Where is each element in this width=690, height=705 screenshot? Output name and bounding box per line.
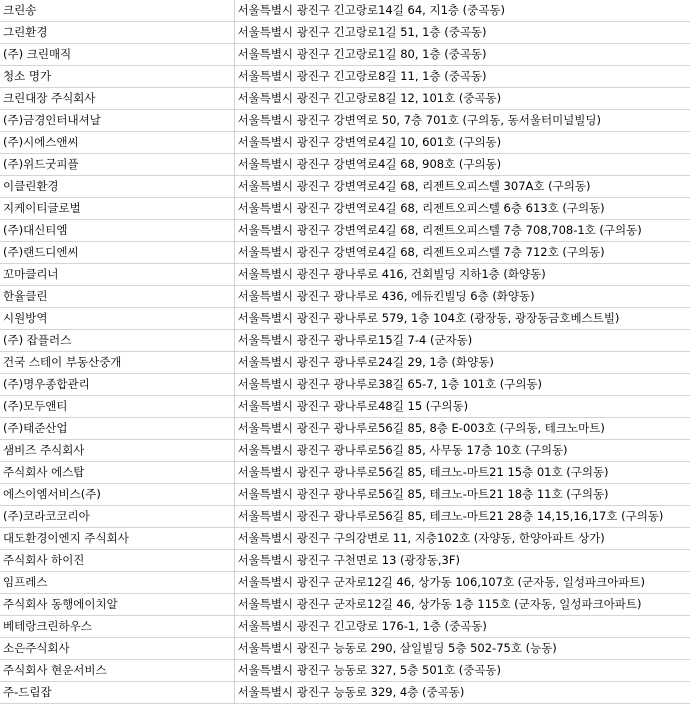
business-name-cell[interactable]: 소은주식회사	[0, 638, 234, 660]
table-row	[0, 132, 690, 154]
address-cell[interactable]: 서울특별시 광진구 능동로 290, 삼일빌딩 5층 502-75호 (능동)	[234, 638, 690, 660]
table-row	[0, 286, 690, 308]
business-name-cell[interactable]: 청소 명가	[0, 66, 234, 88]
address-cell[interactable]: 서울특별시 광진구 강변역로4길 68, 리젠트오피스텔 7층 708,708-1호 (구의동)	[234, 220, 690, 242]
table-row	[0, 594, 690, 616]
business-name-cell[interactable]: 건국 스테이 부동산중개	[0, 352, 234, 374]
address-cell[interactable]: 서울특별시 광진구 광나루로48길 15 (구의동)	[234, 396, 690, 418]
address-cell[interactable]: 서울특별시 광진구 광나루로56길 85, 8층 E-003호 (구의동, 테크노마트)	[234, 418, 690, 440]
business-name-cell[interactable]: 지케이티글로벌	[0, 198, 234, 220]
table-row	[0, 462, 690, 484]
business-name-cell[interactable]: (주)태준산업	[0, 418, 234, 440]
business-name-cell[interactable]: 꼬마클리너	[0, 264, 234, 286]
business-name-cell[interactable]: 임프레스	[0, 572, 234, 594]
address-cell[interactable]: 서울특별시 광진구 긴고랑로1길 51, 1층 (중곡동)	[234, 22, 690, 44]
business-name-cell[interactable]: (주) 잡플러스	[0, 330, 234, 352]
table-row	[0, 0, 690, 22]
address-cell[interactable]: 서울특별시 광진구 긴고랑로8길 11, 1층 (중곡동)	[234, 66, 690, 88]
address-cell[interactable]: 서울특별시 광진구 광나루로56길 85, 사무동 17층 10호 (구의동)	[234, 440, 690, 462]
table-row	[0, 352, 690, 374]
table-row	[0, 660, 690, 682]
business-name-cell[interactable]: (주)랜드디엔씨	[0, 242, 234, 264]
address-cell[interactable]: 서울특별시 광진구 광나루로56길 85, 테크노-마트21 28층 14,15,16,17호 (구의동)	[234, 506, 690, 528]
business-name-cell[interactable]: (주) 크린매직	[0, 44, 234, 66]
table-row	[0, 484, 690, 506]
address-cell[interactable]: 서울특별시 광진구 능동로 329, 4층 (중곡동)	[234, 682, 690, 704]
address-cell[interactable]: 서울특별시 광진구 구천면로 13 (광장동,3F)	[234, 550, 690, 572]
business-name-cell[interactable]: (주)명우종합관리	[0, 374, 234, 396]
business-name-cell[interactable]: (주)금경인터내셔날	[0, 110, 234, 132]
address-cell[interactable]: 서울특별시 광진구 광나루로 416, 건회빌딩 지하1층 (화양동)	[234, 264, 690, 286]
table-row	[0, 110, 690, 132]
address-cell[interactable]: 서울특별시 광진구 긴고랑로14길 64, 지1층 (중곡동)	[234, 0, 690, 22]
table-row	[0, 44, 690, 66]
address-cell[interactable]: 서울특별시 광진구 강변역로4길 10, 601호 (구의동)	[234, 132, 690, 154]
table-row	[0, 242, 690, 264]
address-cell[interactable]: 서울특별시 광진구 강변역로4길 68, 리젠트오피스텔 307A호 (구의동)	[234, 176, 690, 198]
address-cell[interactable]: 서울특별시 광진구 긴고랑로1길 80, 1층 (중곡동)	[234, 44, 690, 66]
address-cell[interactable]: 서울특별시 광진구 군자로12길 46, 상가동 106,107호 (군자동, 일성파크아파트)	[234, 572, 690, 594]
address-cell[interactable]: 서울특별시 광진구 군자로12길 46, 상가동 1층 115호 (군자동, 일성파크아파트)	[234, 594, 690, 616]
table-row	[0, 528, 690, 550]
address-cell[interactable]: 서울특별시 광진구 강변역로4길 68, 908호 (구의동)	[234, 154, 690, 176]
table-row	[0, 66, 690, 88]
table-row	[0, 220, 690, 242]
table-row	[0, 154, 690, 176]
business-name-cell[interactable]: 대도환경이엔지 주식회사	[0, 528, 234, 550]
business-name-cell[interactable]: (주)코라코코리아	[0, 506, 234, 528]
business-name-cell[interactable]: (주)대신티엠	[0, 220, 234, 242]
table-row	[0, 396, 690, 418]
business-name-cell[interactable]: 한율클린	[0, 286, 234, 308]
address-cell[interactable]: 서울특별시 광진구 강변역로4길 68, 리젠트오피스텔 6층 613호 (구의동)	[234, 198, 690, 220]
business-name-cell[interactable]: 주식회사 현운서비스	[0, 660, 234, 682]
business-name-cell[interactable]: 주식회사 하이진	[0, 550, 234, 572]
business-name-cell[interactable]: (주)모두앤티	[0, 396, 234, 418]
address-cell[interactable]: 서울특별시 광진구 광나루로24길 29, 1층 (화양동)	[234, 352, 690, 374]
table-row	[0, 198, 690, 220]
business-name-cell[interactable]: 베테랑크린하우스	[0, 616, 234, 638]
address-cell[interactable]: 서울특별시 광진구 광나루로56길 85, 테크노-마트21 15층 01호 (구의동)	[234, 462, 690, 484]
business-name-cell[interactable]: 시원방역	[0, 308, 234, 330]
address-cell[interactable]: 서울특별시 광진구 긴고랑로 176-1, 1층 (중곡동)	[234, 616, 690, 638]
business-name-cell[interactable]: 이클린환경	[0, 176, 234, 198]
table-row	[0, 264, 690, 286]
address-cell[interactable]: 서울특별시 광진구 능동로 327, 5층 501호 (중곡동)	[234, 660, 690, 682]
business-name-cell[interactable]: (주)위드굿피플	[0, 154, 234, 176]
table-row	[0, 506, 690, 528]
business-name-cell[interactable]: 크린송	[0, 0, 234, 22]
table-row	[0, 550, 690, 572]
address-cell[interactable]: 서울특별시 광진구 광나루로38길 65-7, 1층 101호 (구의동)	[234, 374, 690, 396]
table-row	[0, 308, 690, 330]
business-name-cell[interactable]: 주식회사 에스탑	[0, 462, 234, 484]
table-row	[0, 330, 690, 352]
business-name-cell[interactable]: 그린환경	[0, 22, 234, 44]
table-row	[0, 616, 690, 638]
business-name-cell[interactable]: 주식회사 동행에이치알	[0, 594, 234, 616]
address-cell[interactable]: 서울특별시 광진구 구의강변로 11, 지층102호 (자양동, 한양아파트 상가)	[234, 528, 690, 550]
business-name-cell[interactable]: 주-드림잡	[0, 682, 234, 704]
address-cell[interactable]: 서울특별시 광진구 광나루로56길 85, 테크노-마트21 18층 11호 (구의동)	[234, 484, 690, 506]
table-row	[0, 572, 690, 594]
address-cell[interactable]: 서울특별시 광진구 광나루로 579, 1층 104호 (광장동, 광장동금호베스트빌)	[234, 308, 690, 330]
table-row	[0, 176, 690, 198]
table-row	[0, 88, 690, 110]
address-cell[interactable]: 서울특별시 광진구 강변역로 50, 7층 701호 (구의동, 동서울터미널빌딩)	[234, 110, 690, 132]
address-cell[interactable]: 서울특별시 광진구 강변역로4길 68, 리젠트오피스텔 7층 712호 (구의동)	[234, 242, 690, 264]
table-row	[0, 418, 690, 440]
table-row	[0, 682, 690, 704]
table-row	[0, 638, 690, 660]
address-cell[interactable]: 서울특별시 광진구 긴고랑로8길 12, 101호 (중곡동)	[234, 88, 690, 110]
business-name-cell[interactable]: 샘비즈 주식회사	[0, 440, 234, 462]
business-name-cell[interactable]: 에스이엠서비스(주)	[0, 484, 234, 506]
address-cell[interactable]: 서울특별시 광진구 광나루로 436, 에듀킨빌딩 6층 (화양동)	[234, 286, 690, 308]
table-row	[0, 374, 690, 396]
table-row	[0, 440, 690, 462]
business-name-cell[interactable]: 크린대장 주식회사	[0, 88, 234, 110]
address-cell[interactable]: 서울특별시 광진구 광나루로15길 7-4 (군자동)	[234, 330, 690, 352]
business-name-cell[interactable]: (주)시에스앤씨	[0, 132, 234, 154]
table-row	[0, 22, 690, 44]
